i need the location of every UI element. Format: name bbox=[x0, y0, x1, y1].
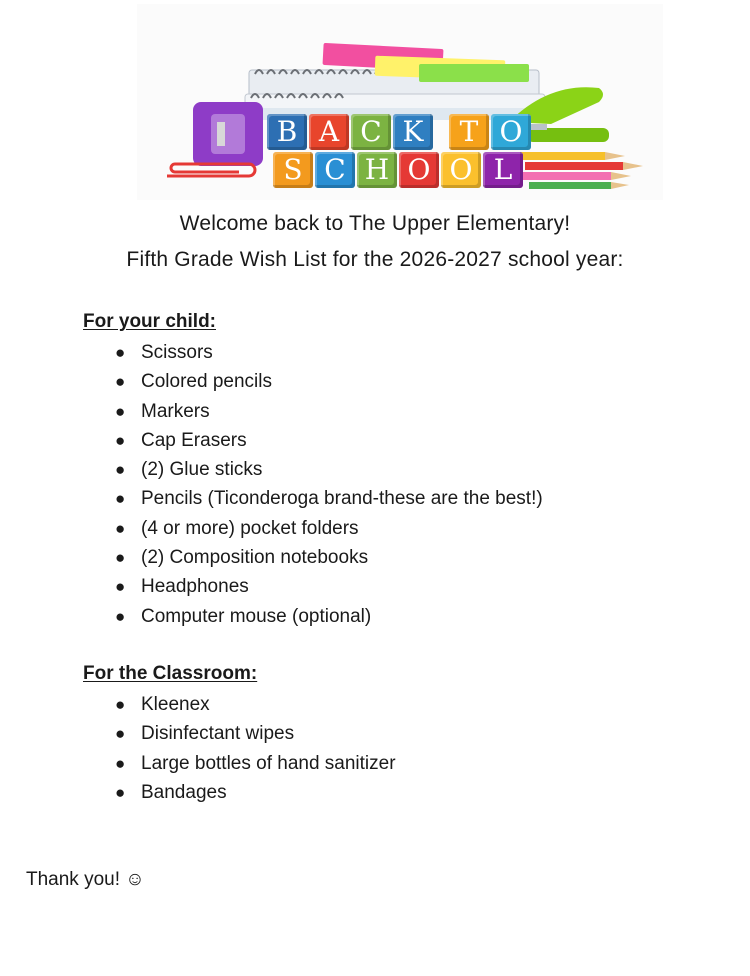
bullet-icon: ● bbox=[115, 695, 126, 714]
bullet-icon: ● bbox=[115, 372, 126, 392]
list-item: ● Headphones bbox=[0, 572, 700, 601]
list-item: ● Pencils (Ticonderoga brand-these are the best!) bbox=[0, 484, 700, 513]
letter-block-c2: C bbox=[315, 152, 355, 188]
bullet-icon: ● bbox=[115, 577, 126, 597]
bullet-icon: ● bbox=[115, 782, 126, 802]
bullet-icon: ● bbox=[115, 401, 126, 421]
list-item: ● (4 or more) pocket folders bbox=[0, 514, 700, 543]
bullet-icon: ● bbox=[115, 548, 126, 568]
list-item: ● Disinfectant wipes bbox=[0, 719, 700, 748]
bullet-icon: ● bbox=[115, 724, 126, 744]
list-item: ● Colored pencils bbox=[0, 367, 700, 396]
bullet-icon: ● bbox=[115, 430, 126, 450]
letter-block-b: B bbox=[267, 114, 307, 150]
bullet-icon: ● bbox=[115, 460, 126, 480]
list-item: ● Kleenex bbox=[0, 690, 700, 719]
wish-list-heading: Fifth Grade Wish List for the 2026-2027 school year: bbox=[126, 248, 624, 271]
thank-you-note: Thank you! ☺ bbox=[26, 869, 145, 890]
back-to-school-banner bbox=[137, 4, 663, 200]
list-item: ● Computer mouse (optional) bbox=[0, 602, 700, 631]
letter-block-c: C bbox=[351, 114, 391, 150]
list-item: ● (2) Glue sticks bbox=[0, 455, 700, 484]
letter-block-s: S bbox=[273, 152, 313, 188]
letter-block-t: T bbox=[449, 114, 489, 150]
letter-block-l: L bbox=[483, 152, 523, 188]
classroom-section-title: For the Classroom: bbox=[83, 663, 258, 684]
letter-block-o3: O bbox=[441, 152, 481, 188]
child-section-title: For your child: bbox=[83, 311, 216, 332]
list-item: ● Scissors bbox=[0, 338, 700, 367]
bullet-icon: ● bbox=[115, 606, 126, 626]
list-item: ● (2) Composition notebooks bbox=[0, 543, 700, 572]
bullet-icon: ● bbox=[115, 343, 126, 362]
letter-block-h: H bbox=[357, 152, 397, 188]
bullet-icon: ● bbox=[115, 489, 126, 509]
child-supply-list bbox=[0, 338, 700, 631]
list-item: ● Markers bbox=[0, 397, 700, 426]
bullet-icon: ● bbox=[115, 753, 126, 773]
welcome-heading: Welcome back to The Upper Elementary! bbox=[179, 212, 571, 235]
list-item: ● Large bottles of hand sanitizer bbox=[0, 749, 700, 778]
list-item: ● Bandages bbox=[0, 778, 700, 807]
letter-block-k: K bbox=[393, 114, 433, 150]
letter-block-o: O bbox=[491, 114, 531, 150]
letter-block-a: A bbox=[309, 114, 349, 150]
letter-block-o2: O bbox=[399, 152, 439, 188]
list-item: ● Cap Erasers bbox=[0, 426, 700, 455]
bullet-icon: ● bbox=[115, 518, 126, 538]
classroom-supply-list bbox=[0, 690, 700, 807]
